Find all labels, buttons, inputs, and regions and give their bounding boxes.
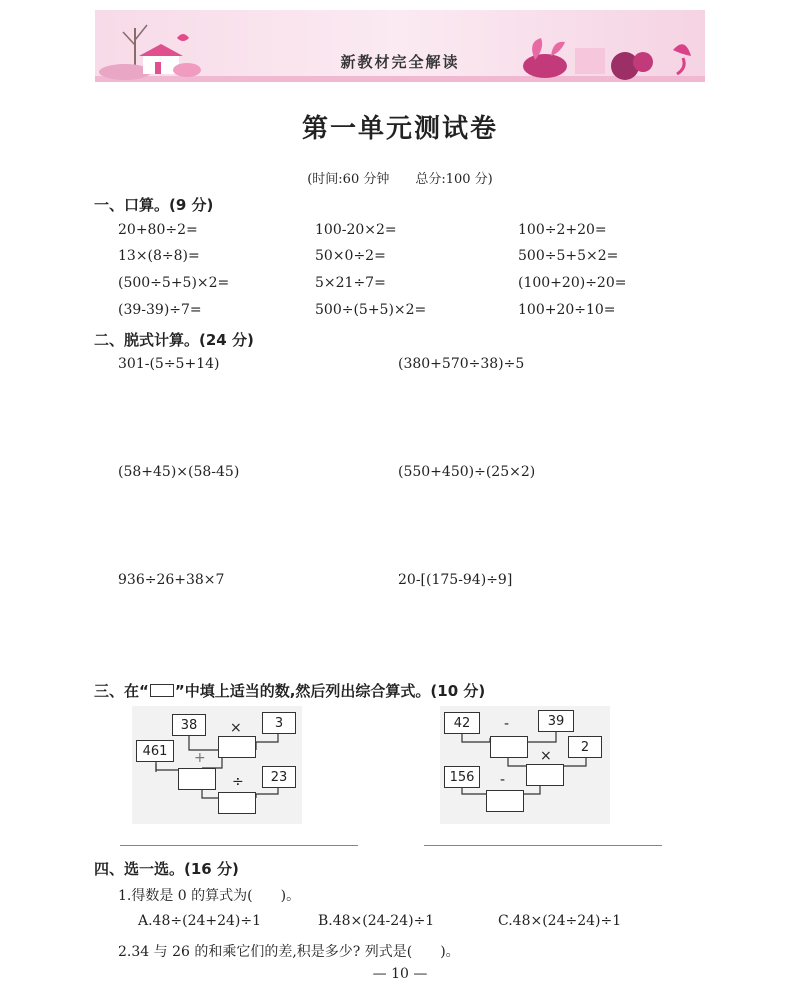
oral-calc-item: 100÷2+20= <box>518 222 607 238</box>
step-calc-item: 936÷26+38×7 <box>118 572 225 588</box>
step-calc-item: (58+45)×(58-45) <box>118 464 240 480</box>
oral-calc-item: (100+20)÷20= <box>518 275 627 291</box>
header-banner <box>95 10 705 88</box>
step-calc-item: 20-[(175-94)÷9] <box>398 572 513 588</box>
option-c[interactable]: C.48×(24÷24)÷1 <box>498 913 622 929</box>
answer-box[interactable] <box>526 764 564 786</box>
option-a[interactable]: A.48÷(24+24)÷1 <box>138 913 262 929</box>
number-box: 461 <box>136 740 174 762</box>
number-box: 2 <box>568 736 602 758</box>
section2-heading: 二、脱式计算。(24 分) <box>94 331 254 349</box>
oral-calc-item: 100-20×2= <box>315 222 397 238</box>
option-b[interactable]: B.48×(24-24)÷1 <box>318 913 435 929</box>
step-calc-item: (550+450)÷(25×2) <box>398 464 536 480</box>
question-2: 2.34 与 26 的和乘它们的差,积是多少? 列式是( )。 <box>118 944 460 960</box>
page-number: — 10 — <box>372 966 428 982</box>
step-calc-item: (380+570÷38)÷5 <box>398 356 525 372</box>
oral-calc-item: (500÷5+5)×2= <box>118 275 230 291</box>
answer-line[interactable] <box>120 845 358 846</box>
number-box: 3 <box>262 712 296 734</box>
number-box: 156 <box>444 766 480 788</box>
oral-calc-item: 50×0÷2= <box>315 248 386 264</box>
step-calc-item: 301-(5÷5+14) <box>118 356 220 372</box>
operator: × <box>540 748 552 764</box>
question-1: 1.得数是 0 的算式为( )。 <box>118 888 301 904</box>
time-info: (时间:60 分钟 总分:100 分) <box>307 172 493 187</box>
number-box: 42 <box>444 712 480 734</box>
right-calc-diagram <box>440 706 610 826</box>
answer-box[interactable] <box>218 736 256 758</box>
oral-calc-item: 13×(8÷8)= <box>118 248 200 264</box>
operator: + <box>194 750 206 766</box>
oral-calc-item: 500÷(5+5)×2= <box>315 302 427 318</box>
operator: ÷ <box>232 774 244 790</box>
oral-calc-item: 5×21÷7= <box>315 275 386 291</box>
number-box: 23 <box>262 766 296 788</box>
answer-line[interactable] <box>424 845 662 846</box>
answer-box[interactable] <box>178 768 216 790</box>
oral-calc-item: 20+80÷2= <box>118 222 198 238</box>
oral-calc-item: (39-39)÷7= <box>118 302 202 318</box>
oral-calc-item: 100+20÷10= <box>518 302 616 318</box>
section1-heading: 一、口算。(9 分) <box>94 196 214 214</box>
answer-box[interactable] <box>218 792 256 814</box>
banner-title: 新教材完全解读 <box>340 53 460 71</box>
answer-box[interactable] <box>490 736 528 758</box>
left-calc-diagram <box>132 706 302 826</box>
page-title: 第一单元测试卷 <box>301 114 498 144</box>
number-box: 38 <box>172 714 206 736</box>
operator: - <box>504 716 510 732</box>
answer-box[interactable] <box>486 790 524 812</box>
oral-calc-item: 500÷5+5×2= <box>518 248 619 264</box>
empty-box-icon <box>150 684 174 697</box>
number-box: 39 <box>538 710 574 732</box>
operator: - <box>500 772 506 788</box>
operator: × <box>230 720 242 736</box>
section3-heading: 三、在“ ”中填上适当的数,然后列出综合算式。(10 分) <box>94 682 486 700</box>
section4-heading: 四、选一选。(16 分) <box>94 860 239 878</box>
